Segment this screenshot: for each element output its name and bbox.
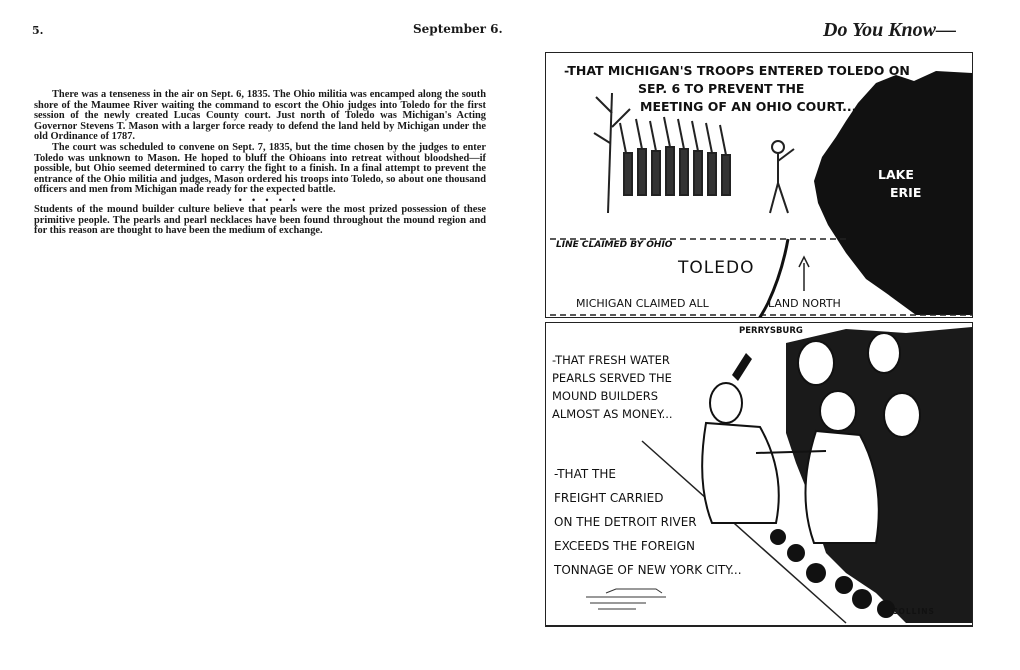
river-boat-sketch <box>586 589 666 609</box>
caption-freight-4: EXCEEDS THE FOREIGN <box>554 539 695 553</box>
caption-troops-3: MEETING OF AN OHIO COURT... <box>640 99 857 114</box>
caption-freight-3: ON THE DETROIT RIVER <box>554 515 697 529</box>
column-title: Do You Know— <box>823 19 957 41</box>
section-separator: • • • • • <box>238 194 300 205</box>
caption-pearls-1: -THAT FRESH WATER <box>552 353 670 367</box>
article-paragraph-1: There was a tenseness in the air on Sept. 6, 1835. The Ohio militia was encamped along the south shore of the Maumee River waiting the command to escort the Ohio judges into Toledo for the first session of the newly created Lucas County court. Just north of Toledo was Michigan's Acting Governor Stevens T. Mason with a larger force ready to defend the land held by Michigan under the old Ordinance of 1787. <box>34 89 486 143</box>
caption-pearls-4: ALMOST AS MONEY... <box>552 407 673 421</box>
caption-freight-2: FREIGHT CARRIED <box>554 491 664 505</box>
officer-figure <box>770 141 794 213</box>
article-paragraph-3: Students of the mound builder culture believe that pearls were the most prized possession of these primitive people. The pearls and pearl necklaces have been found throughout the mound region and for this reason are thought to have been the medium of exchange. <box>34 203 486 237</box>
land-north-label: LAND NORTH <box>768 297 841 310</box>
cartoon-panel-pearls <box>545 322 973 627</box>
page-number: 5. <box>32 24 44 37</box>
caption-freight-5: TONNAGE OF NEW YORK CITY... <box>554 563 742 577</box>
lake-erie-label-1: LAKE <box>878 167 914 182</box>
artist-signature: COLLINS <box>892 607 935 616</box>
michigan-claim-label: MICHIGAN CLAIMED ALL <box>576 297 709 310</box>
page-date: September 6. <box>413 22 503 36</box>
article-body <box>34 90 486 237</box>
article-paragraph-2: The court was scheduled to convene on Sept. 7, 1835, but the time chosen by the judges to enter Toledo was unknown to Mason. He hoped to bluff the Ohioans into retreat without bloodshed—if possible, but Ohio seemed determined to carry the fight to a finish. In a final attempt to prevent the entrance of the Ohio militia and judges, Mason ordered his troops into Toledo, so about one thousand officers and men from Michigan made ready for the expected battle. <box>34 141 486 196</box>
toledo-label: TOLEDO <box>678 258 755 278</box>
caption-troops-1: -THAT MICHIGAN'S TROOPS ENTERED TOLEDO ON <box>564 63 910 78</box>
caption-freight-1: -THAT THE <box>554 467 616 481</box>
feather-icon <box>732 353 752 381</box>
caption-pearls-3: MOUND BUILDERS <box>552 389 659 403</box>
caption-troops-2: SEP. 6 TO PREVENT THE <box>638 81 805 96</box>
cartoon-panel-toledo <box>545 52 973 318</box>
perrysburg-label: PERRYSBURG <box>739 326 803 336</box>
cartoon-illustration <box>541 50 975 630</box>
ohio-line-label: LINE CLAIMED BY OHIO <box>556 240 673 250</box>
caption-pearls-2: PEARLS SERVED THE <box>552 371 672 385</box>
lake-erie-label-2: ERIE <box>890 185 922 200</box>
marching-troops <box>620 117 730 195</box>
